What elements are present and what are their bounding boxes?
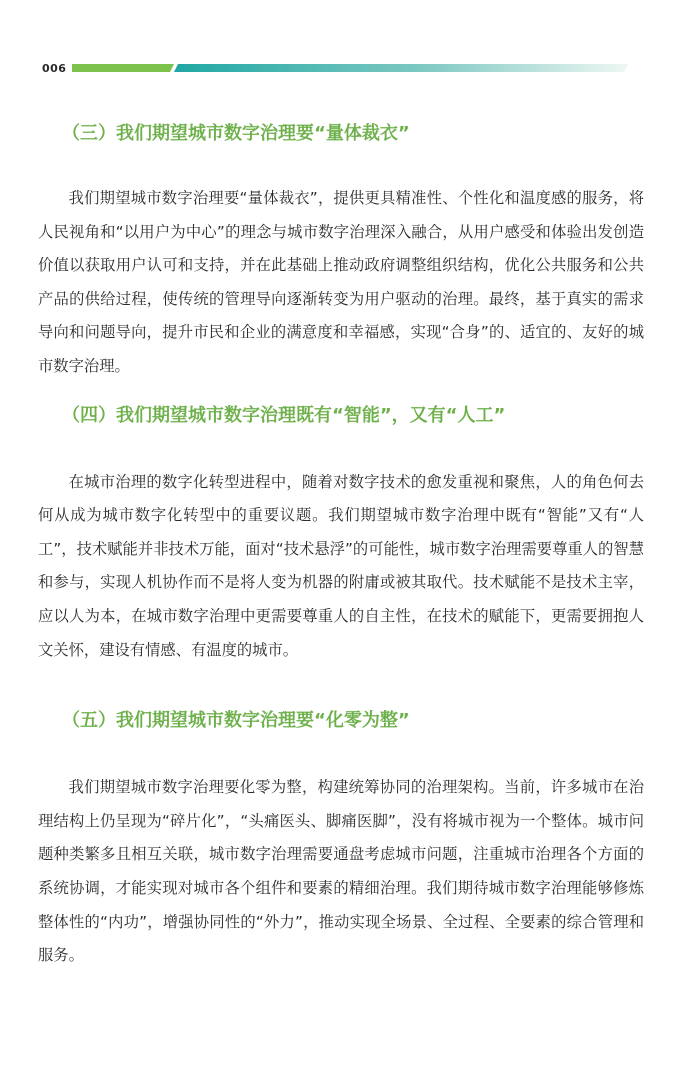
section-paragraph-3: 我们期望城市数字治理要“量体裁衣”，提供更具精准性、个性化和温度感的服务，将人民视角和“以用户为中心”的理念与城市数字治理深入融合，从用户感受和体验出发创造价值以获取用户认可和支持，并在此基础上推动政府调整组织结构，优化公共服务和公共产品的供给过程，使传统的管理导向逐渐转变为用户驱动的治理。最终，基于真实的需求导向和问题导向，提升市民和企业的满意度和幸福感，实现“合身”的、适宜的、友好的城市数字治理。 — [38, 189, 644, 375]
section-paragraph-4: 在城市治理的数字化转型进程中，随着对数字技术的愈发重视和聚焦，人的角色何去何从成为城市数字化转型中的重要议题。我们期望城市数字治理中既有“智能”又有“人工”，技术赋能并非技术万能，面对“技术悬浮”的可能性，城市数字治理需要尊重人的智慧和参与，实现人机协作而不是将人变为机器的附庸或被其取代。技术赋能不是技术主宰，应以人为本，在城市数字治理中更需要尊重人的自主性，在技术的赋能下，更需要拥抱人文关怀，建设有情感、有温度的城市。 — [38, 472, 644, 659]
header-bar-teal-segment — [174, 64, 628, 72]
header-bar-green-segment — [72, 64, 174, 72]
page-number: 006 — [42, 62, 67, 75]
main-content — [38, 114, 644, 973]
section-title-5: （五）我们期望城市数字治理要“化零为整” — [62, 710, 410, 732]
section-title-4: （四）我们期望城市数字治理既有“智能”，又有“人工” — [62, 404, 506, 426]
header-gradient-bar — [72, 64, 628, 72]
section-paragraph-5: 我们期望城市数字治理要化零为整，构建统筹协同的治理架构。当前，许多城市在治理结构上仍呈现为“碎片化”，“头痛医头、脚痛医脚”，没有将城市视为一个整体。城市问题种类繁多且相互关联，城市数字治理需要通盘考虑城市问题，注重城市治理各个方面的系统协调，才能实现对城市各个组件和要素的精细治理。我们期待城市数字治理能够修炼整体性的“内功”，增强协同性的“外力”，推动实现全场景、全过程、全要素的综合管理和服务。 — [38, 778, 644, 965]
page-header — [0, 58, 680, 78]
section-title-3: （三）我们期望城市数字治理要“量体裁衣” — [62, 123, 410, 144]
